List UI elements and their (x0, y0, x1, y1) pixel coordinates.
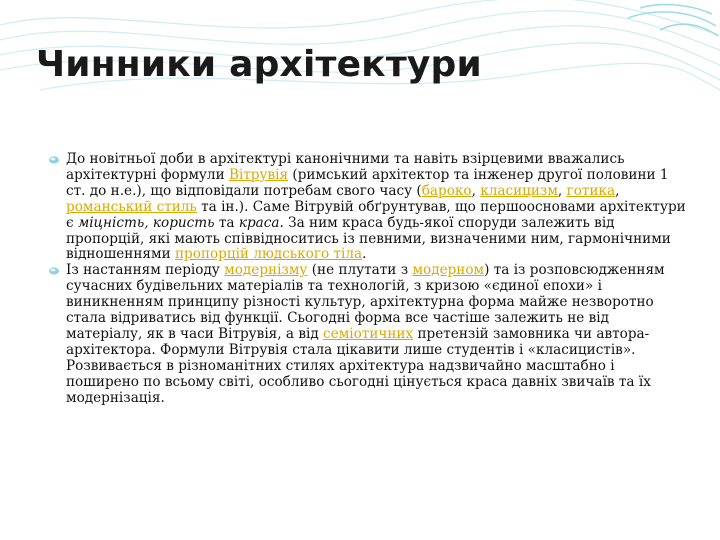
hyperlink[interactable]: Вітрувія (228, 166, 289, 183)
body-text: , (557, 182, 567, 199)
body-text: та (214, 214, 239, 231)
swirl-bullet-icon (48, 154, 60, 166)
hyperlink[interactable]: романський стиль (66, 198, 197, 215)
hyperlink[interactable]: бароко (421, 182, 472, 199)
bullet-list (46, 152, 686, 407)
emphasis-text: міцність, користь (77, 214, 215, 231)
body-text: Із настанням періоду (66, 262, 225, 279)
hyperlink[interactable]: семіотичних (323, 325, 414, 342)
hyperlink[interactable]: модерном (412, 262, 485, 279)
body-text: (римський архітектор та інженер другої половини 1 ст. до н.е.), що відповідали потребам свого часу ( (66, 166, 669, 199)
hyperlink[interactable]: пропорцій людського тіла (174, 246, 363, 263)
body-text: , (471, 182, 481, 199)
hyperlink[interactable]: модернізму (224, 262, 308, 279)
body-text: претензій замовника чи автора-архітектора. Формули Вітрувія стала цікавити лише студентів і «класицистів». Розвивається в різноманітних стилях архітектура надзвичайно масштабно і поширено по всьому світі, особливо сьогодні цінується краса давніх звичаїв та їх модернізація. (66, 325, 651, 406)
hyperlink[interactable]: класицизм (480, 182, 558, 199)
bullet-item (46, 263, 686, 406)
emphasis-text: краса (238, 214, 280, 231)
body-text: ) та із розповсюдженням сучасних будівельних матеріалів та технологій, з кризою «єдиної епохи» і виникненням принципу різності культур, архітектурна форма майже незворотно стала відриватись від функції. Сьогодні форма все частіше залежить не від матеріалу, як в часи Вітрувія, а від (66, 262, 665, 342)
hyperlink[interactable]: готика (566, 182, 616, 199)
body-text: , (615, 182, 620, 199)
body-text: та ін.). Саме Вітрувій обґрунтував, що першоосновами архітектури є (66, 198, 686, 231)
slide-title: Чинники архітектури (36, 44, 482, 85)
body-text: . За ним краса будь-якої споруди залежить від пропорцій, які мають співвідноситись із певними, визначеними ним, гармонічними відношеннями (66, 214, 671, 263)
bullet-item (46, 152, 686, 263)
body-text: (не плутати з (307, 262, 413, 279)
swirl-bullet-icon (48, 265, 60, 277)
body-text: До новітньої доби в архітектурі канонічними та навіть взірцевими вважались архітектурні формули (66, 151, 625, 183)
body-text: . (362, 246, 367, 263)
